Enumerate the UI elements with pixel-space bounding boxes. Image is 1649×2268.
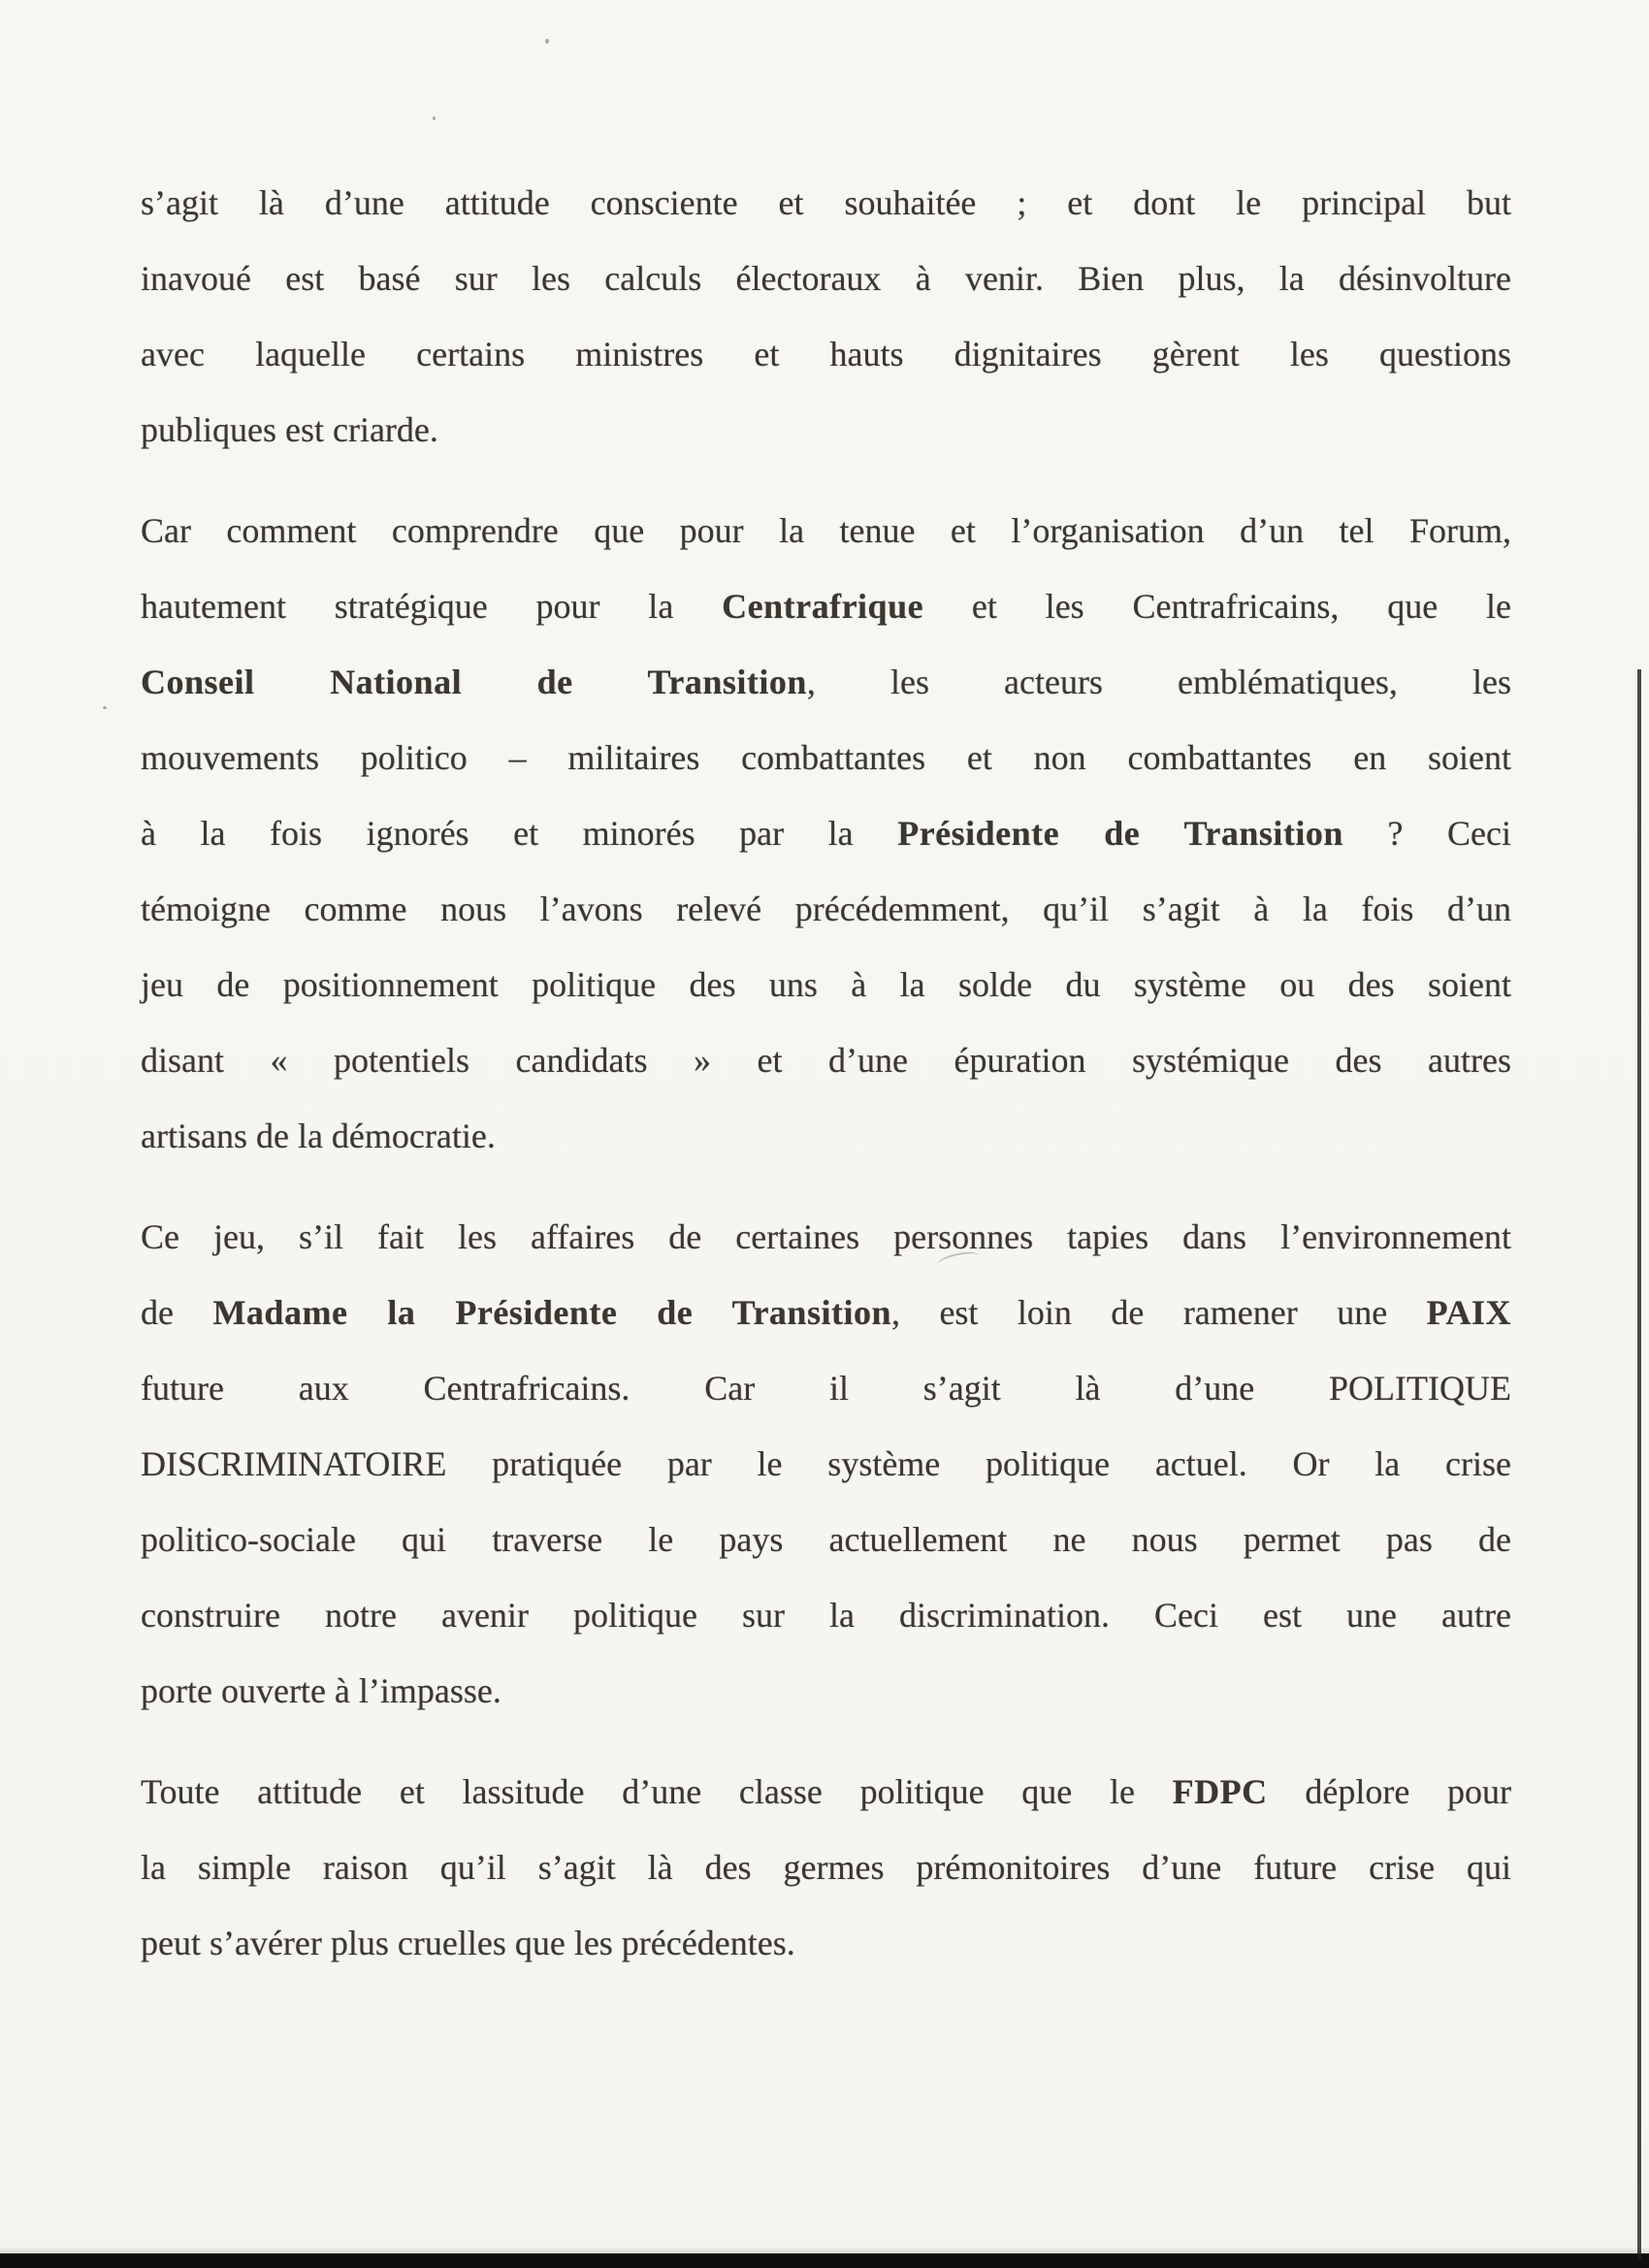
text-line: Toute attitude et lassitude d’une classe politique que le FDPC déplore pour: [141, 1772, 1511, 1811]
text-line: mouvements politico – militaires combattantes et non combattantes en soient: [141, 738, 1511, 777]
text-line: à la fois ignorés et minorés par la Présidente de Transition ? Ceci: [141, 814, 1511, 853]
scan-speck: [433, 116, 436, 120]
scan-speck: [545, 39, 549, 44]
text-line: Conseil National de Transition, les acteurs emblématiques, les: [141, 663, 1511, 701]
text-line: inavoué est basé sur les calculs électoraux à venir. Bien plus, la désinvolture: [141, 259, 1511, 298]
text-line: la simple raison qu’il s’agit là des germes prémonitoires d’une future crise qui: [141, 1848, 1511, 1887]
text-line: DISCRIMINATOIRE pratiquée par le système politique actuel. Or la crise: [141, 1444, 1511, 1483]
text-line: témoigne comme nous l’avons relevé précédemment, qu’il s’agit à la fois d’un: [141, 890, 1511, 928]
text-line: politico-sociale qui traverse le pays actuellement ne nous permet pas de: [141, 1520, 1511, 1559]
text-line: de Madame la Présidente de Transition, est loin de ramener une PAIX: [141, 1293, 1511, 1332]
paragraph-4: [141, 1754, 1511, 1981]
text-line: disant « potentiels candidats » et d’une épuration systémique des autres: [141, 1041, 1511, 1080]
text-line: hautement stratégique pour la Centrafrique et les Centrafricains, que le: [141, 587, 1511, 626]
scan-bottom-shadow: [0, 2247, 1649, 2253]
text-line: artisans de la démocratie.: [141, 1117, 496, 1155]
text-line: peut s’avérer plus cruelles que les précédentes.: [141, 1924, 795, 1962]
text-line: avec laquelle certains ministres et hauts dignitaires gèrent les questions: [141, 335, 1511, 373]
paragraph-1: [141, 165, 1511, 468]
document-body: [141, 165, 1511, 2006]
text-line: publiques est criarde.: [141, 410, 438, 449]
text-line: porte ouverte à l’impasse.: [141, 1671, 501, 1710]
scan-right-edge-artifact: [1637, 669, 1641, 2260]
text-line: s’agit là d’une attitude consciente et souhaitée ; et dont le principal but: [141, 183, 1511, 222]
paragraph-2: [141, 493, 1511, 1174]
scan-speck: [103, 706, 107, 709]
text-line: future aux Centrafricains. Car il s’agit là d’une POLITIQUE: [141, 1369, 1511, 1408]
text-line: jeu de positionnement politique des uns à la solde du système ou des soient: [141, 965, 1511, 1004]
text-line: construire notre avenir politique sur la discrimination. Ceci est une autre: [141, 1596, 1511, 1635]
text-line: Car comment comprendre que pour la tenue et l’organisation d’un tel Forum,: [141, 511, 1511, 550]
text-line: Ce jeu, s’il fait les affaires de certaines personnes tapies dans l’environnement: [141, 1217, 1511, 1256]
paragraph-3: [141, 1199, 1511, 1729]
scan-bottom-edge-artifact: [0, 2253, 1649, 2268]
